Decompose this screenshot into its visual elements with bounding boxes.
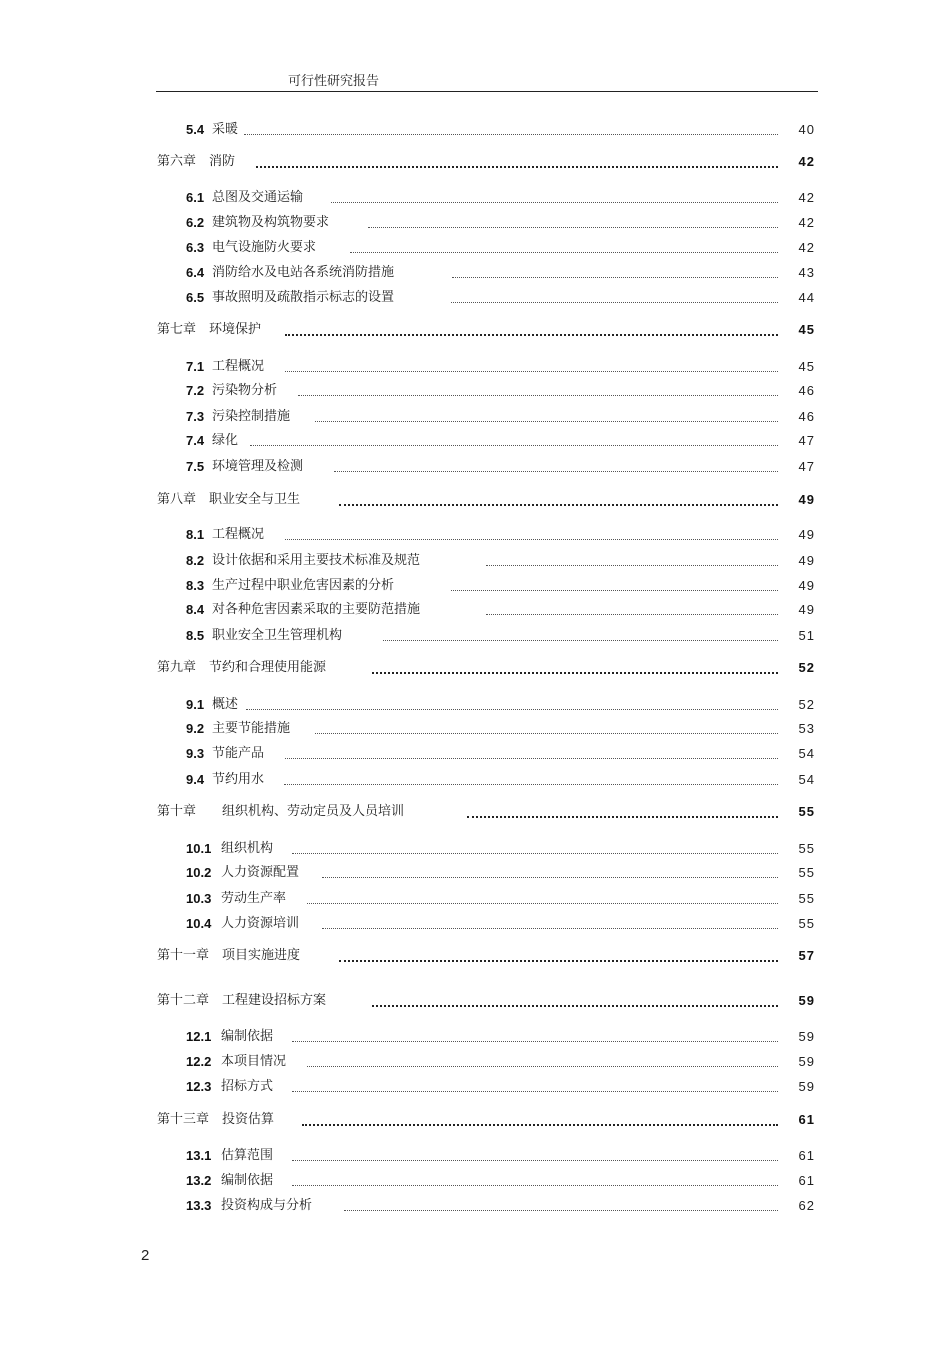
toc-page-number: 51 — [798, 628, 815, 643]
toc-page-number: 55 — [798, 865, 815, 880]
toc-section-title: 生产过程中职业危害因素的分析 — [212, 578, 395, 593]
toc-section-number: 10.2 — [186, 865, 212, 880]
toc-section-title: 消防给水及电站各系统消防措施 — [212, 265, 395, 280]
toc-page-number: 55 — [798, 841, 815, 856]
toc-chapter-row[interactable] — [0, 320, 950, 340]
toc-chapter-title: 第十二章 工程建设招标方案 — [157, 993, 327, 1008]
toc-dot-leader — [334, 471, 778, 472]
toc-page-number: 52 — [798, 660, 815, 675]
toc-section-row[interactable] — [0, 120, 950, 140]
toc-section-row[interactable] — [0, 576, 950, 596]
toc-section-number: 8.2 — [186, 553, 205, 568]
toc-dot-leader — [486, 614, 778, 615]
toc-section-number: 13.3 — [186, 1198, 212, 1213]
toc-dot-leader — [339, 960, 778, 962]
toc-page-number: 59 — [798, 993, 815, 1008]
toc-page-number: 49 — [798, 527, 815, 542]
toc-section-number: 6.4 — [186, 265, 205, 280]
toc-section-number: 12.3 — [186, 1079, 212, 1094]
toc-section-number: 9.3 — [186, 746, 205, 761]
toc-dot-leader — [302, 1124, 778, 1126]
toc-page-number: 42 — [798, 154, 815, 169]
toc-section-title: 建筑物及构筑物要求 — [212, 215, 330, 230]
toc-section-number: 12.2 — [186, 1054, 212, 1069]
toc-section-title: 电气设施防火要求 — [212, 240, 317, 255]
toc-section-number: 6.3 — [186, 240, 205, 255]
toc-section-number: 13.2 — [186, 1173, 212, 1188]
toc-dot-leader — [285, 371, 778, 372]
toc-chapter-title: 第八章 职业安全与卫生 — [157, 492, 301, 507]
toc-dot-leader — [383, 640, 778, 641]
toc-section-title: 人力资源培训 — [221, 916, 300, 931]
toc-section-number: 7.2 — [186, 383, 205, 398]
toc-dot-leader — [292, 1160, 778, 1161]
toc-section-title: 劳动生产率 — [221, 891, 287, 906]
toc-section-title: 估算范围 — [221, 1148, 274, 1163]
toc-section-number: 6.2 — [186, 215, 205, 230]
toc-section-title: 环境管理及检测 — [212, 459, 304, 474]
toc-section-row[interactable] — [0, 1077, 950, 1097]
toc-section-number: 9.1 — [186, 697, 205, 712]
toc-section-title: 绿化 — [212, 433, 239, 448]
toc-dot-leader — [339, 504, 778, 506]
toc-page-number: 42 — [798, 190, 815, 205]
toc-section-number: 7.3 — [186, 409, 205, 424]
toc-dot-leader — [467, 816, 778, 818]
toc-section-title: 主要节能措施 — [212, 721, 291, 736]
toc-section-number: 10.3 — [186, 891, 212, 906]
toc-section-number: 9.4 — [186, 772, 205, 787]
toc-section-number: 7.4 — [186, 433, 205, 448]
toc-section-row[interactable] — [0, 1171, 950, 1191]
toc-section-row[interactable] — [0, 1052, 950, 1072]
toc-page-number: 54 — [798, 746, 815, 761]
toc-dot-leader — [285, 758, 778, 759]
toc-page-number: 47 — [798, 459, 815, 474]
toc-page-number: 49 — [798, 553, 815, 568]
toc-section-row[interactable] — [0, 238, 950, 258]
toc-dot-leader — [292, 853, 778, 854]
toc-page-number: 55 — [798, 804, 815, 819]
toc-dot-leader — [372, 1005, 778, 1007]
toc-page-number: 46 — [798, 383, 815, 398]
toc-chapter-title: 第十章 组织机构、劳动定员及人员培训 — [157, 804, 405, 819]
toc-section-title: 招标方式 — [221, 1079, 274, 1094]
toc-page-number: 55 — [798, 891, 815, 906]
toc-dot-leader — [307, 1066, 778, 1067]
toc-section-title: 组织机构 — [221, 841, 274, 856]
toc-section-row[interactable] — [0, 1146, 950, 1166]
toc-section-row[interactable] — [0, 288, 950, 308]
toc-chapter-title: 第十三章 投资估算 — [157, 1112, 275, 1127]
toc-section-row[interactable] — [0, 1196, 950, 1216]
toc-dot-leader — [307, 903, 778, 904]
toc-dot-leader — [244, 134, 778, 135]
toc-section-number: 10.4 — [186, 916, 212, 931]
toc-dot-leader — [452, 277, 778, 278]
toc-page-number: 62 — [798, 1198, 815, 1213]
toc-dot-leader — [250, 445, 778, 446]
toc-section-title: 工程概况 — [212, 359, 265, 374]
toc-section-title: 工程概况 — [212, 527, 265, 542]
toc-section-number: 8.3 — [186, 578, 205, 593]
toc-chapter-row[interactable] — [0, 658, 950, 678]
toc-page-number: 61 — [798, 1112, 815, 1127]
toc-section-row[interactable] — [0, 357, 950, 377]
toc-section-row[interactable] — [0, 1027, 950, 1047]
toc-section-title: 人力资源配置 — [221, 865, 300, 880]
toc-section-title: 概述 — [212, 697, 239, 712]
toc-section-row[interactable] — [0, 863, 950, 883]
toc-chapter-row[interactable] — [0, 1110, 950, 1130]
toc-page-number: 61 — [798, 1173, 815, 1188]
toc-page-number: 47 — [798, 433, 815, 448]
toc-section-row[interactable] — [0, 839, 950, 859]
toc-section-number: 5.4 — [186, 122, 205, 137]
toc-section-title: 职业安全卫生管理机构 — [212, 628, 343, 643]
toc-dot-leader — [292, 1185, 778, 1186]
toc-section-row[interactable] — [0, 889, 950, 909]
toc-dot-leader — [372, 672, 778, 674]
toc-section-row[interactable] — [0, 626, 950, 646]
toc-section-title: 污染物分析 — [212, 383, 278, 398]
toc-section-row[interactable] — [0, 600, 950, 620]
toc-page-number: 42 — [798, 240, 815, 255]
toc-page-number: 46 — [798, 409, 815, 424]
toc-section-title: 采暖 — [212, 122, 239, 137]
toc-section-row[interactable] — [0, 431, 950, 451]
toc-dot-leader — [322, 877, 778, 878]
toc-section-row[interactable] — [0, 914, 950, 934]
running-header-title: 可行性研究报告 — [288, 74, 380, 89]
toc-page-number: 59 — [798, 1029, 815, 1044]
toc-chapter-row[interactable] — [0, 946, 950, 966]
toc-section-number: 10.1 — [186, 841, 212, 856]
toc-dot-leader — [315, 421, 778, 422]
toc-page-number: 45 — [798, 359, 815, 374]
toc-page-number: 61 — [798, 1148, 815, 1163]
toc-page-number: 49 — [798, 578, 815, 593]
toc-dot-leader — [285, 334, 778, 336]
toc-section-row[interactable] — [0, 525, 950, 545]
toc-page-number: 59 — [798, 1079, 815, 1094]
toc-chapter-row[interactable] — [0, 802, 950, 822]
toc-dot-leader — [331, 202, 778, 203]
toc-dot-leader — [284, 784, 778, 785]
toc-page-number: 52 — [798, 697, 815, 712]
toc-page-number: 59 — [798, 1054, 815, 1069]
toc-section-row[interactable] — [0, 188, 950, 208]
toc-dot-leader — [451, 590, 778, 591]
toc-chapter-row[interactable] — [0, 991, 950, 1011]
toc-section-number: 12.1 — [186, 1029, 212, 1044]
toc-chapter-title: 第十一章 项目实施进度 — [157, 948, 301, 963]
toc-section-row[interactable] — [0, 551, 950, 571]
toc-dot-leader — [298, 395, 778, 396]
toc-section-title: 本项目情况 — [221, 1054, 287, 1069]
toc-section-title: 总图及交通运输 — [212, 190, 304, 205]
toc-chapter-title: 第九章 节约和合理使用能源 — [157, 660, 327, 675]
toc-section-row[interactable] — [0, 381, 950, 401]
toc-chapter-title: 第七章 环境保护 — [157, 322, 262, 337]
toc-dot-leader — [256, 166, 778, 168]
toc-section-title: 投资构成与分析 — [221, 1198, 313, 1213]
toc-section-number: 7.5 — [186, 459, 205, 474]
toc-dot-leader — [486, 565, 778, 566]
toc-section-title: 编制依据 — [221, 1173, 274, 1188]
toc-section-row[interactable] — [0, 213, 950, 233]
toc-dot-leader — [322, 928, 778, 929]
toc-section-number: 6.5 — [186, 290, 205, 305]
toc-page-number: 45 — [798, 322, 815, 337]
toc-section-number: 8.5 — [186, 628, 205, 643]
toc-page-number: 54 — [798, 772, 815, 787]
toc-section-row[interactable] — [0, 457, 950, 477]
toc-section-title: 事故照明及疏散指示标志的设置 — [212, 290, 395, 305]
toc-section-number: 8.1 — [186, 527, 205, 542]
toc-section-row[interactable] — [0, 263, 950, 283]
toc-section-title: 节约用水 — [212, 772, 265, 787]
toc-chapter-row[interactable] — [0, 490, 950, 510]
toc-dot-leader — [292, 1041, 778, 1042]
toc-dot-leader — [285, 539, 778, 540]
toc-dot-leader — [292, 1091, 778, 1092]
toc-section-title: 对各种危害因素采取的主要防范措施 — [212, 602, 421, 617]
toc-page-number: 40 — [798, 122, 815, 137]
toc-section-row[interactable] — [0, 407, 950, 427]
page-number: 2 — [141, 1247, 150, 1264]
toc-section-title: 节能产品 — [212, 746, 265, 761]
toc-dot-leader — [315, 733, 778, 734]
toc-dot-leader — [350, 252, 778, 253]
toc-section-number: 6.1 — [186, 190, 205, 205]
toc-page-number: 49 — [798, 602, 815, 617]
toc-page-number: 49 — [798, 492, 815, 507]
toc-section-number: 13.1 — [186, 1148, 212, 1163]
toc-page-number: 42 — [798, 215, 815, 230]
header-rule — [156, 91, 818, 92]
toc-chapter-row[interactable] — [0, 152, 950, 172]
toc-page-number: 53 — [798, 721, 815, 736]
toc-dot-leader — [246, 709, 778, 710]
toc-section-row[interactable] — [0, 719, 950, 739]
toc-page-number: 44 — [798, 290, 815, 305]
toc-section-title: 污染控制措施 — [212, 409, 291, 424]
toc-dot-leader — [344, 1210, 778, 1211]
toc-section-row[interactable] — [0, 770, 950, 790]
toc-section-number: 7.1 — [186, 359, 205, 374]
toc-section-number: 9.2 — [186, 721, 205, 736]
toc-section-row[interactable] — [0, 744, 950, 764]
toc-section-title: 编制依据 — [221, 1029, 274, 1044]
toc-page-number: 57 — [798, 948, 815, 963]
toc-section-title: 设计依据和采用主要技术标准及规范 — [212, 553, 421, 568]
toc-page-number: 55 — [798, 916, 815, 931]
toc-page-number: 43 — [798, 265, 815, 280]
toc-chapter-title: 第六章 消防 — [157, 154, 236, 169]
toc-dot-leader — [368, 227, 778, 228]
toc-section-number: 8.4 — [186, 602, 205, 617]
toc-dot-leader — [451, 302, 778, 303]
toc-section-row[interactable] — [0, 695, 950, 715]
